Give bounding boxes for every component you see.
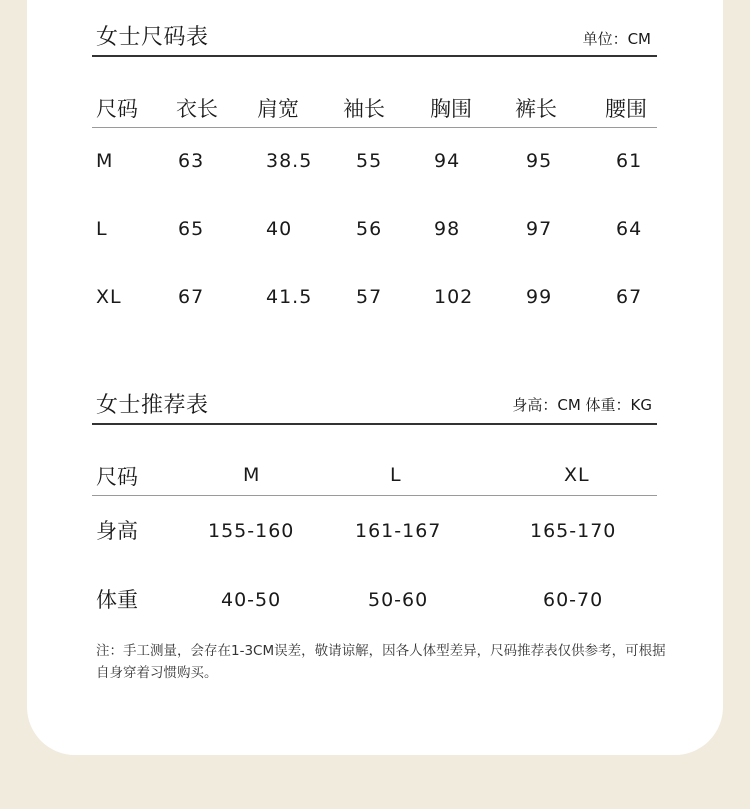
cell-waist: 67 xyxy=(616,286,643,308)
recommend-table-title: 女士推荐表 xyxy=(96,393,209,418)
cell-bust: 98 xyxy=(434,218,461,240)
cell-shoulder: 38.5 xyxy=(266,150,313,172)
header-waist: 腰围 xyxy=(605,97,647,121)
cell-length: 63 xyxy=(178,150,205,172)
cell-m: 155-160 xyxy=(208,520,295,542)
header-size: 尺码 xyxy=(96,465,138,489)
header-m: M xyxy=(243,464,261,486)
cell-l: 161-167 xyxy=(355,520,442,542)
cell-size: L xyxy=(96,218,108,240)
recommend-table-unit: 身高：CM 体重：KG xyxy=(512,396,652,414)
cell-m: 40-50 xyxy=(221,589,282,611)
cell-shoulder: 40 xyxy=(266,218,293,240)
cell-l: 50-60 xyxy=(368,589,429,611)
cell-shoulder: 41.5 xyxy=(266,286,313,308)
size-table-top-rule xyxy=(92,55,657,57)
cell-length: 67 xyxy=(178,286,205,308)
size-table-header-rule xyxy=(92,127,657,128)
cell-pants-length: 97 xyxy=(526,218,553,240)
row-label-height: 身高 xyxy=(96,519,138,543)
cell-xl: 60-70 xyxy=(543,589,604,611)
size-table-unit: 单位：CM xyxy=(582,30,651,48)
header-xl: XL xyxy=(564,464,590,486)
header-sleeve: 袖长 xyxy=(343,97,385,121)
header-length: 衣长 xyxy=(176,97,218,121)
cell-pants-length: 95 xyxy=(526,150,553,172)
cell-length: 65 xyxy=(178,218,205,240)
cell-bust: 102 xyxy=(434,286,474,308)
recommend-table-header-rule xyxy=(92,495,657,496)
cell-sleeve: 56 xyxy=(356,218,383,240)
cell-waist: 64 xyxy=(616,218,643,240)
recommend-table-top-rule xyxy=(92,423,657,425)
row-label-weight: 体重 xyxy=(96,588,138,612)
header-pants-length: 裤长 xyxy=(515,97,557,121)
cell-size: XL xyxy=(96,286,122,308)
cell-size: M xyxy=(96,150,114,172)
cell-sleeve: 57 xyxy=(356,286,383,308)
size-table-title: 女士尺码表 xyxy=(96,25,209,50)
measurement-note: 注：手工测量，会存在1-3CM误差，敬请谅解，因各人体型差异，尺码推荐表仅供参考，可根据自身穿着习惯购买。 xyxy=(96,643,666,681)
cell-sleeve: 55 xyxy=(356,150,383,172)
cell-xl: 165-170 xyxy=(530,520,617,542)
header-size: 尺码 xyxy=(96,97,138,121)
cell-waist: 61 xyxy=(616,150,643,172)
header-shoulder: 肩宽 xyxy=(257,97,299,121)
cell-bust: 94 xyxy=(434,150,461,172)
header-bust: 胸围 xyxy=(430,97,472,121)
header-l: L xyxy=(390,464,402,486)
cell-pants-length: 99 xyxy=(526,286,553,308)
